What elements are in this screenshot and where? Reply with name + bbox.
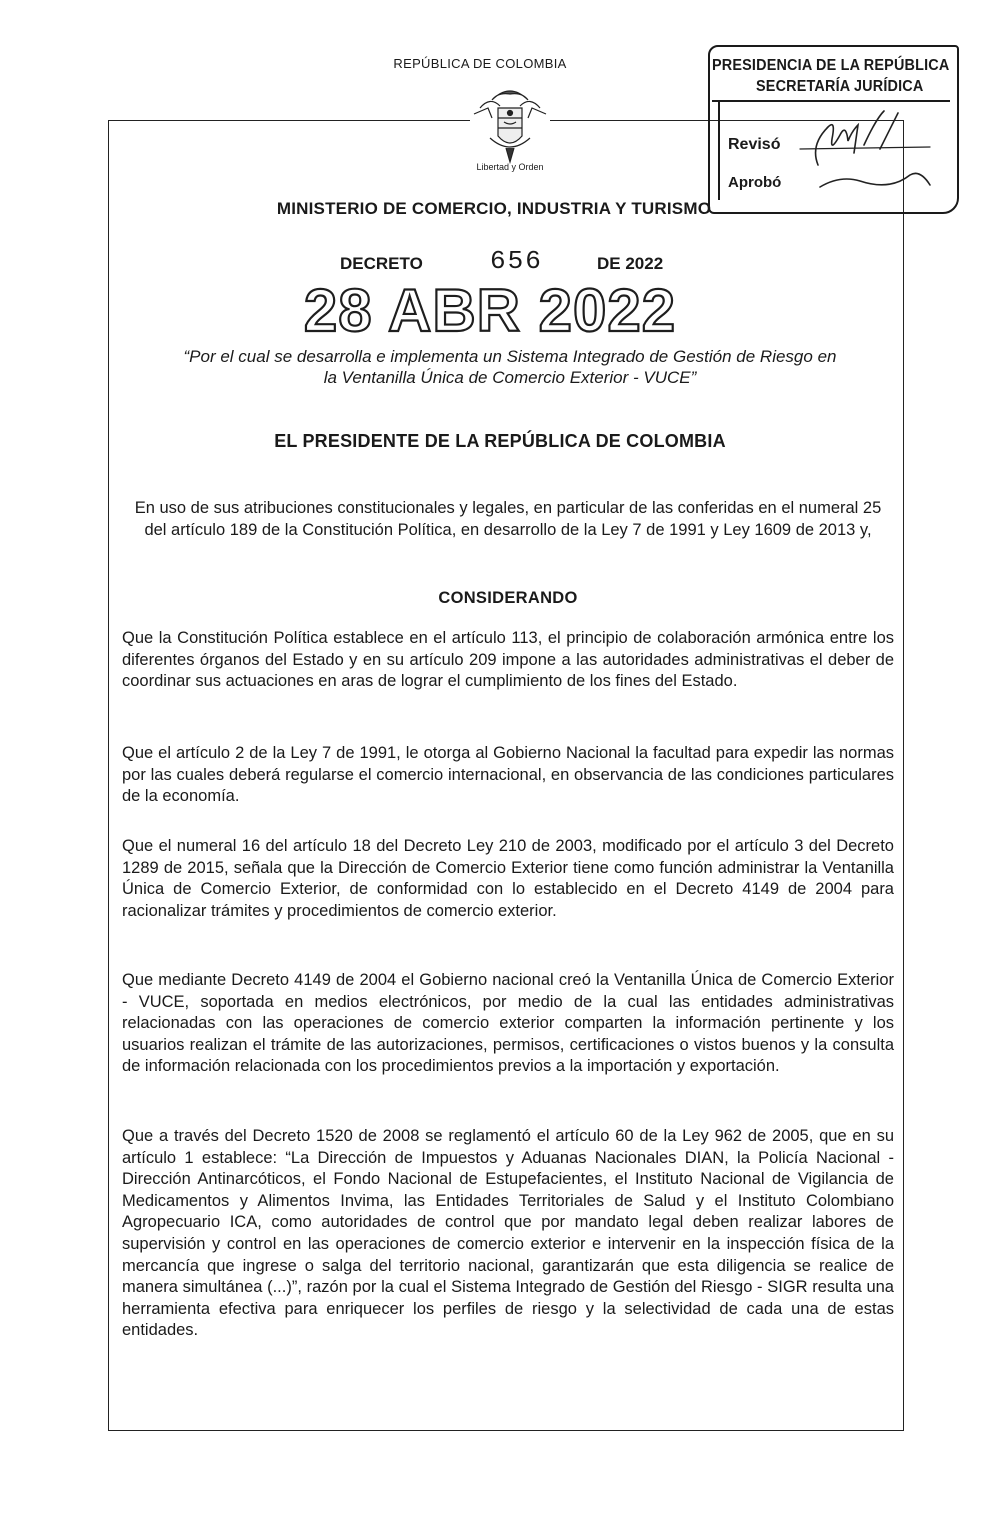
decree-number: 656 xyxy=(490,246,543,276)
considering-heading: CONSIDERANDO xyxy=(438,589,578,607)
handwritten-signature-icon xyxy=(780,105,950,200)
considering-paragraph-5: Que a través del Decreto 1520 de 2008 se reglamentó el artículo 60 de la Ley 962 de 2005, que en su artículo 1 establece: “La Dirección de Impuestos y Aduanas Nacionales DIAN, la Policía Nacional - Dirección Antinarcóticos, el Fondo Nacional de Estupefacientes, el Instituto Nacional de Vigilancia de Medicamentos y Alimentos Invima, las Entidades Territoriales de Salud y el Instituto Colombiano Agropecuario ICA, como autoridades de control que por mandato legal deben realizar labores de supervisión y control en las operaciones de comercio exterior e intervenir en la inspección física de la mercancía que ingrese o salga del territorio nacional, garantizarán que esta diligencia se realice de manera simultánea (...)”, razón por la cual el Sistema Integrado de Gestión del Riesgo - SIGR resulta una herramienta efectiva para enriquecer los perfiles de riesgo y la selectividad de cada una de estas entidades. xyxy=(122,1127,894,1340)
decree-label: DECRETO xyxy=(340,254,423,273)
date-stamp: 28 ABR 2022 xyxy=(303,277,677,344)
stamp-approved-label: Aprobó xyxy=(728,174,782,191)
ministry-title: MINISTERIO DE COMERCIO, INDUSTRIA Y TURISMO xyxy=(276,199,712,218)
decree-year: DE 2022 xyxy=(597,254,664,273)
considering-paragraph-2: Que el artículo 2 de la Ley 7 de 1991, le otorga al Gobierno Nacional la facultad para expedir las normas por las cuales deberá regularse el comercio internacional, en observancia de las condiciones particulares de la economía. xyxy=(122,744,894,806)
stamp-reviewed-label: Revisó xyxy=(728,136,781,153)
preamble-paragraph: En uso de sus atribuciones constitucionales y legales, en particular de las conferidas en el numeral 25 del artículo 189 de la Constitución Política, en desarrollo de la Ley 7 de 1991 y Ley 1609 de 2013 y, xyxy=(134,499,882,539)
motto-text: Libertad y Orden xyxy=(476,162,544,172)
coat-of-arms-icon xyxy=(470,78,550,168)
stamp-divider xyxy=(712,100,950,102)
stamp-left-rule xyxy=(718,100,720,200)
frame-bottom-rule xyxy=(108,1430,904,1431)
country-heading: REPÚBLICA DE COLOMBIA xyxy=(393,56,567,71)
considering-paragraph-3: Que el numeral 16 del artículo 18 del Decreto Ley 210 de 2003, modificado por el artículo 3 del Decreto 1289 de 2015, señala que la Dirección de Comercio Exterior tiene como función administrar la Ventanilla Única de Comercio Exterior, de conformidad con lo establecido en el Decreto 4149 de 2004 para racionalizar trámites y procedimientos de comercio exterior. xyxy=(122,837,894,920)
decree-subject xyxy=(130,346,890,388)
stamp-presidency-text: PRESIDENCIA DE LA REPÚBLICA xyxy=(712,57,950,74)
subject-line-1: “Por el cual se desarrolla e implementa un Sistema Integrado de Gestión de Riesgo en xyxy=(183,347,837,366)
issuer-heading: EL PRESIDENTE DE LA REPÚBLICA DE COLOMBIA xyxy=(274,431,726,451)
subject-line-2: la Ventanilla Única de Comercio Exterior - VUCE” xyxy=(323,368,697,387)
stamp-secretariat-text: SECRETARÍA JURÍDICA xyxy=(756,78,924,95)
considering-paragraph-4: Que mediante Decreto 4149 de 2004 el Gobierno nacional creó la Ventanilla Única de Comercio Exterior - VUCE, soportada en medios electrónicos, por medio de la cual las entidades administrativas relacionadas con las operaciones de comercio exterior comparten la información pertinente y los usuarios realizan el trámite de las autorizaciones, permisos, certificaciones o vistos buenos y la consulta de información relacionada con los procedimientos previos a la importación y exportación. xyxy=(122,971,894,1076)
considering-paragraph-1: Que la Constitución Política establece en el artículo 113, el principio de colaboración armónica entre los diferentes órganos del Estado y en su artículo 209 impone a las autoridades administrativas el deber de coordinar sus actuaciones en aras de lograr el cumplimiento de los fines del Estado. xyxy=(122,629,894,691)
